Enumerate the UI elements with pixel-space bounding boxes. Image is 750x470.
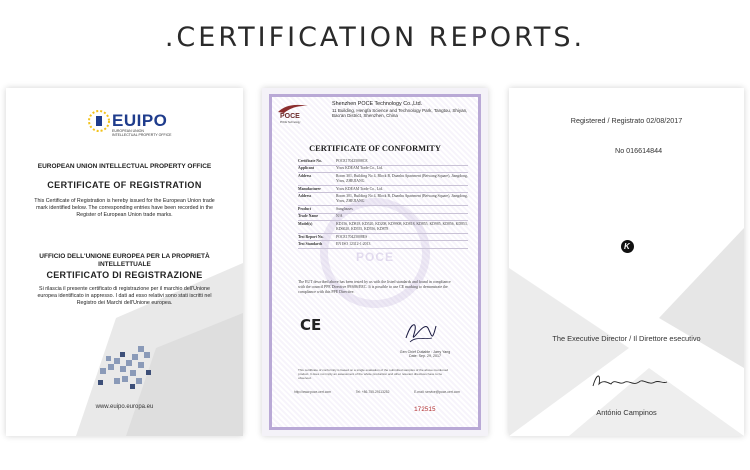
certificate-field-row: [298, 173, 468, 186]
field-label: Applicant: [298, 166, 315, 171]
field-label: Test Report No.: [298, 234, 324, 239]
euipo-logo: [88, 110, 188, 136]
poce-logo: [276, 102, 318, 126]
registration-date: Registered / Registrato 02/08/2017: [570, 116, 683, 125]
field-label: Model(s): [298, 221, 313, 226]
certificate-field-row: [298, 234, 468, 242]
field-label: Trade Name: [298, 214, 319, 219]
field-label: Test Standards: [298, 242, 323, 247]
director-signature-image: [589, 370, 669, 392]
field-value: N/A: [336, 214, 343, 219]
contact-email: E-mail: service@poce-cert.com: [414, 390, 460, 394]
field-value: Sunglasses: [336, 206, 353, 211]
field-label: Manufacturer: [298, 186, 321, 191]
certificate-field-row: [298, 221, 468, 234]
office-name-it: UFFICIO DELL'UNIONE EUROPEA PER LA PROPRIETÀ INTELLETTUALE: [39, 253, 210, 268]
certificate-fields: [298, 158, 468, 249]
field-label: Address: [298, 194, 312, 199]
poce-company-header: [332, 102, 468, 119]
brand-logo-letter: K: [624, 241, 630, 251]
euipo-url: www.euipo.europa.eu: [95, 404, 154, 410]
contact-web: http://www.poce-cert.com: [294, 390, 332, 394]
certificate-title-it: CERTIFICATO DI REGISTRAZIONE: [46, 270, 203, 280]
registration-certificate-card[interactable]: [509, 88, 744, 436]
euipo-logo-name: EUIPO: [112, 111, 168, 130]
signer-name: Gen Chief Dutiable : Jarry Yang: [399, 350, 451, 354]
field-label: Address: [298, 173, 312, 178]
poce-company-address: 11 Building, Hengfa Science and Technology Park, Tangtou, Shiyan, Bao'an District, Shenzhen, China: [332, 107, 468, 118]
serial-number: 172515: [414, 406, 436, 413]
office-name-en: EUROPEAN UNION INTELLECTUAL PROPERTY OFFICE: [37, 163, 212, 170]
sign-date: Date: Sep. 29, 2017: [409, 354, 441, 359]
certificate-text-en: This Certificate of Registration is hereby issued for the European Union trade mark identified below. The corresponding entries have been recorded in the Register of European Union trade marks.: [34, 198, 215, 218]
conformity-statement: The EUT described above has been tested by us with the listed standards and found in compliance with the council PPE Directive 89/686/EEC. It is possible to use CE marking to demonstrate the compliance with this PPE Directive.: [298, 280, 451, 294]
field-value: EN ISO 12312-1:2013: [336, 242, 371, 247]
certificate-field-row: [298, 166, 468, 174]
conformity-title: CERTIFICATE OF CONFORMITY: [309, 144, 441, 153]
signature-image: [402, 316, 438, 348]
contact-line: [294, 390, 460, 394]
conformity-footer-note: This certificate of conformity is based on a single evaluation of the submitted samples of the above mentioned product. It does not imply an assessment of the whole production and other relevant directives have to be observed.: [298, 368, 449, 380]
poce-company-name: Shenzhen POCE Technology Co.,Ltd.: [332, 101, 423, 107]
euipo-logo-subtitle: EUROPEAN UNION INTELLECTUAL PROPERTY OFFICE: [112, 129, 172, 137]
field-value: KD156, KD818, KD520, KD208, KD9908, KD818, KD855, KD985, KD856, KD853, KD6020, KD555, KD556, KD878: [336, 221, 468, 231]
page-headline: .CERTIFICATION REPORTS.: [164, 22, 586, 53]
poce-logo-tag: POCE Technology: [280, 121, 301, 124]
ce-mark: CE: [300, 316, 322, 334]
certificate-field-row: [298, 214, 468, 222]
euipo-star-icon: [88, 110, 110, 132]
certificate-field-row: [298, 241, 468, 249]
field-value: Yiwu KDEAM Trade Co., Ltd.: [336, 166, 384, 171]
certificate-field-row: [298, 158, 468, 166]
field-label: Product: [298, 206, 312, 211]
certificate-text-it: Si rilascia il presente certificato di registrazione per il marchio dell'Unione europea identificato in appresso. I dati ad esso relativi sono stati iscritti nel Registro dei Marchi dell'Unione europea.: [37, 286, 212, 306]
euipo-certificate-card[interactable]: [6, 88, 243, 436]
signatory-name: António Campinos: [596, 408, 657, 417]
signer-block: [390, 350, 460, 359]
contact-tel: Tel: +86-755-29113252: [355, 390, 390, 394]
field-value: Yiwu KDEAM Trade Co., Ltd.: [336, 186, 384, 191]
watermark-text: POCE: [355, 250, 394, 264]
field-value: Room 301, Building No 4, Block B, Duanhu Apartment (Beiwang Square), Jiangdong, Yiwu, ZHEJIANG: [336, 194, 468, 204]
field-value: POCE170425008ES: [336, 234, 368, 239]
poce-logo-name: POCE: [280, 113, 300, 120]
executive-director-role: The Executive Director / Il Direttore esecutivo: [552, 334, 701, 343]
field-value: POCE170425008CE: [336, 158, 368, 163]
brand-logo-icon: [621, 240, 634, 253]
certificate-title-en: CERTIFICATE OF REGISTRATION: [47, 180, 202, 190]
registration-number: No 016614844: [615, 146, 663, 155]
poce-certificate-card[interactable]: [262, 88, 488, 436]
certificate-field-row: [298, 193, 468, 206]
field-value: Room 301, Building No 4, Block B, Duanhu Apartment (Beiwang Square), Jiangdong, Yiwu, ZHEJIANG: [336, 173, 468, 183]
field-label: Certificate No.: [298, 158, 322, 163]
certificate-field-row: [298, 186, 468, 194]
certificate-field-row: [298, 206, 468, 214]
europe-map-icon: [94, 338, 166, 396]
